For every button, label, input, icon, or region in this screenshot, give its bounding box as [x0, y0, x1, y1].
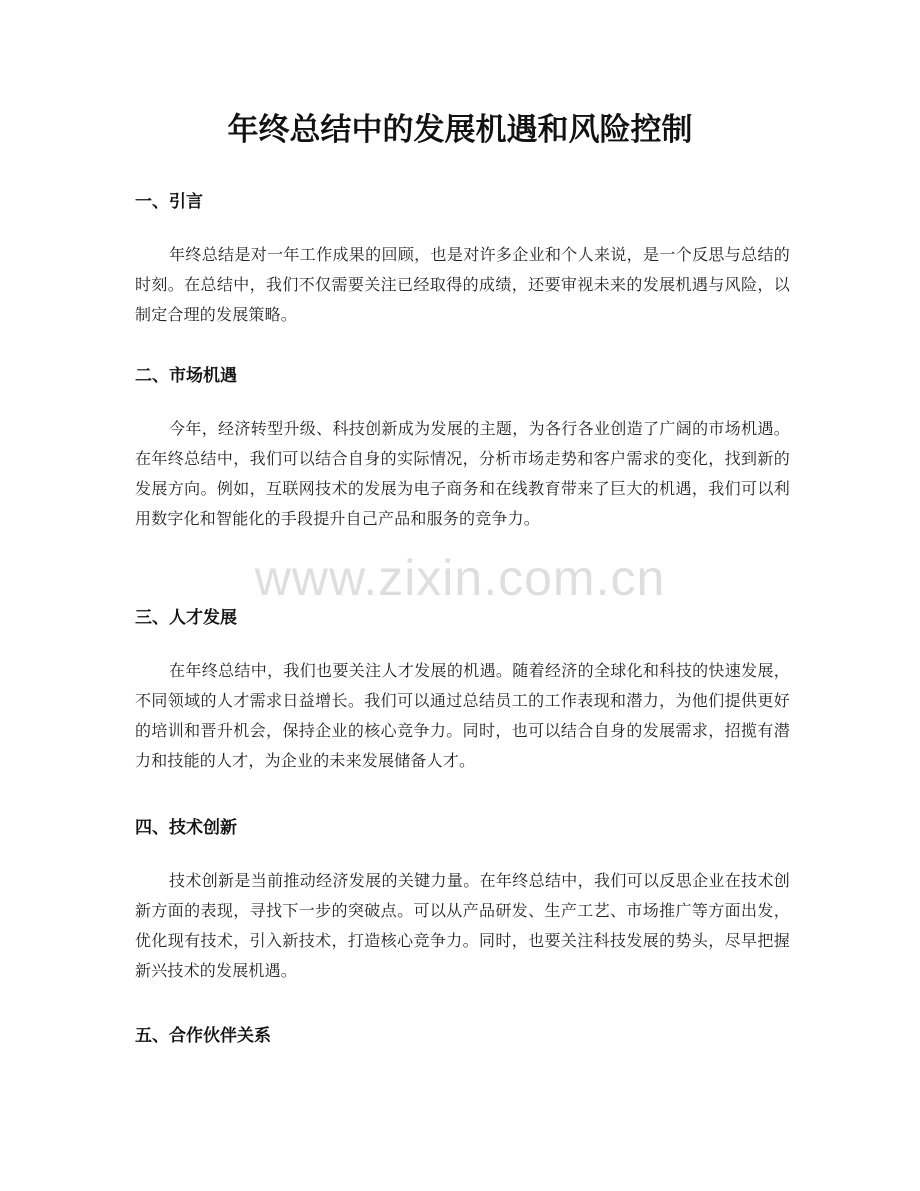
section-paragraph: 技术创新是当前推动经济发展的关键力量。在年终总结中，我们可以反思企业在技术创新方面的表现，寻找下一步的突破点。可以从产品研发、生产工艺、市场推广等方面出发，优化现有技术，引入新技术，打造核心竞争力。同时，也要关注科技发展的势头，尽早把握新兴技术的发展机遇。 — [135, 871, 790, 980]
section-partnership — [135, 1024, 790, 1048]
section-heading: 二、市场机遇 — [135, 366, 237, 386]
section-paragraph: 今年，经济转型升级、科技创新成为发展的主题，为各行各业创造了广阔的市场机遇。在年终总结中，我们可以结合自身的实际情况，分析市场走势和客户需求的变化，找到新的发展方向。例如，互联网技术的发展为电子商务和在线教育带来了巨大的机遇，我们可以利用数字化和智能化的手段提升自己产品和服务的竞争力。 — [135, 419, 790, 528]
section-market-opportunity — [135, 364, 790, 534]
document-title: 年终总结中的发展机遇和风险控制 — [227, 112, 693, 148]
section-heading: 一、引言 — [135, 192, 203, 212]
watermark: www.zixin.com.cn — [254, 550, 666, 606]
section-introduction — [135, 190, 790, 330]
section-heading: 三、人才发展 — [135, 608, 237, 628]
section-heading: 四、技术创新 — [135, 818, 237, 838]
section-heading: 五、合作伙伴关系 — [135, 1026, 271, 1046]
section-paragraph: 年终总结是对一年工作成果的回顾，也是对许多企业和个人来说，是一个反思与总结的时刻。在总结中，我们不仅需要关注已经取得的成绩，还要审视未来的发展机遇与风险，以制定合理的发展策略。 — [135, 245, 790, 324]
section-paragraph: 在年终总结中，我们也要关注人才发展的机遇。随着经济的全球化和科技的快速发展，不同领域的人才需求日益增长。我们可以通过总结员工的工作表现和潜力，为他们提供更好的培训和晋升机会，保持企业的核心竞争力。同时，也可以结合自身的发展需求，招揽有潜力和技能的人才，为企业的未来发展储备人才。 — [135, 661, 790, 770]
section-tech-innovation — [135, 816, 790, 986]
section-talent-development — [135, 606, 790, 776]
